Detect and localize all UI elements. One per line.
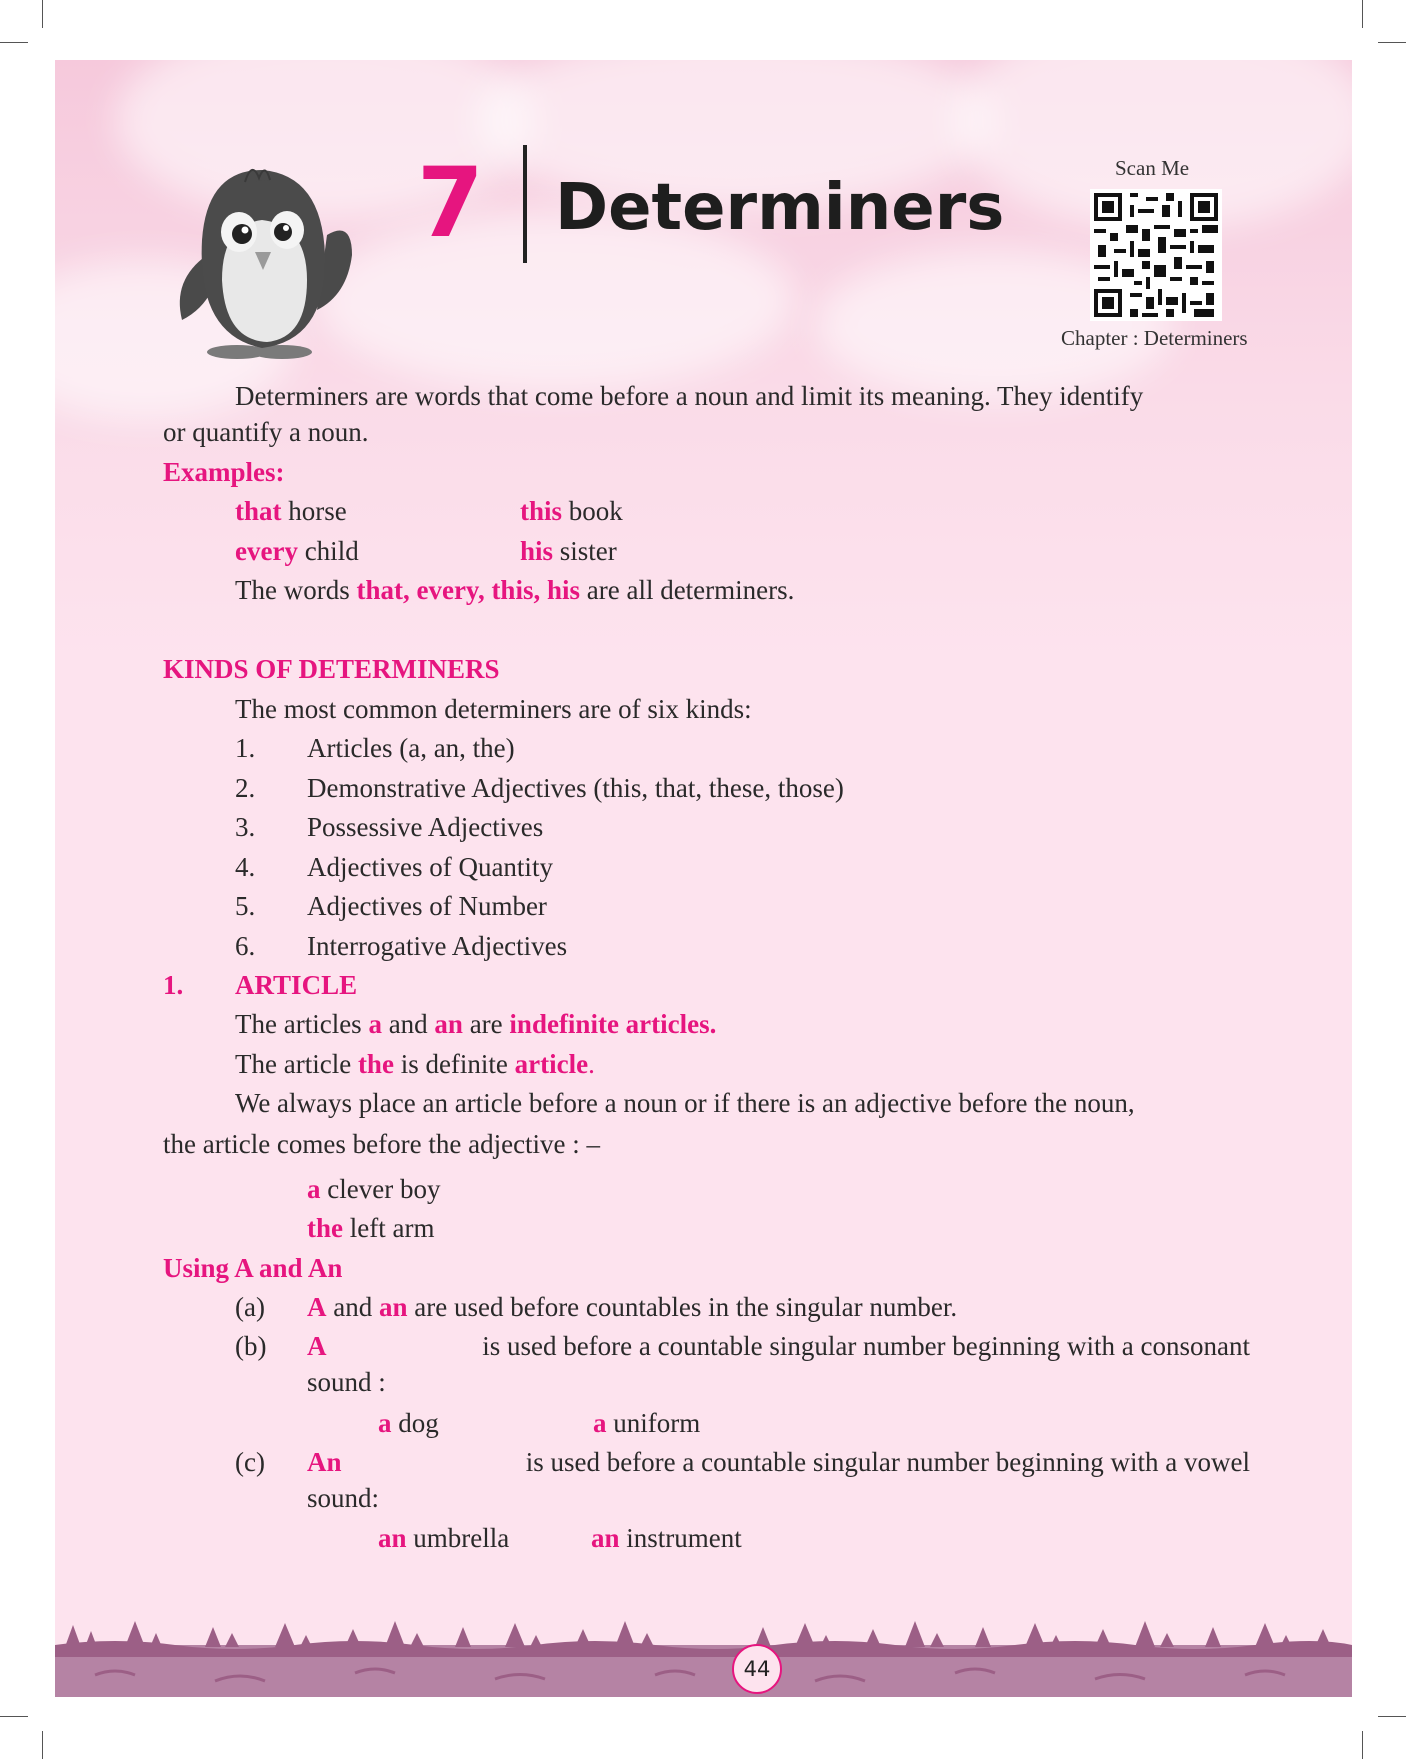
- text: left arm: [349, 1213, 435, 1243]
- page-number: 44: [732, 1644, 782, 1694]
- rule-example: [591, 1520, 742, 1556]
- example-noun: horse: [288, 496, 347, 526]
- summary-text: The words: [235, 575, 350, 605]
- text: dog: [398, 1408, 439, 1438]
- rule-example: [378, 1520, 509, 1556]
- article-word: an: [378, 1292, 408, 1322]
- article-number: 1.: [163, 970, 184, 1000]
- crop-mark: [42, 1731, 43, 1759]
- text: instrument: [626, 1523, 742, 1553]
- article-word: An: [307, 1447, 342, 1477]
- rule-a: [307, 1289, 957, 1325]
- qr-scan-label: Scan Me: [1115, 156, 1190, 180]
- text: and: [388, 1009, 428, 1039]
- example-noun: sister: [559, 536, 617, 566]
- kind-number: 6.: [235, 931, 256, 961]
- text: are used before countables in the singular number.: [414, 1292, 958, 1322]
- kind-text: Adjectives of Quantity: [307, 852, 553, 882]
- article-line-3: We always place an article before a noun or if there is an adjective before the noun,: [235, 1088, 1135, 1118]
- intro-line-2: or quantify a noun.: [163, 417, 369, 447]
- kind-text: Interrogative Adjectives: [307, 931, 568, 961]
- text: are: [469, 1009, 503, 1039]
- rule-b-continued: sound :: [307, 1367, 386, 1397]
- text: and: [333, 1292, 373, 1322]
- rule-c: [307, 1444, 1250, 1480]
- crop-mark: [0, 42, 28, 43]
- text: .: [588, 1049, 595, 1079]
- example-item: [520, 493, 623, 529]
- article-line-4: the article comes before the adjective : –: [163, 1129, 601, 1159]
- book-page: [55, 60, 1352, 1697]
- article-example: [307, 1210, 434, 1246]
- rule-label: (b): [235, 1331, 267, 1361]
- kinds-heading: KINDS OF DETERMINERS: [163, 654, 500, 684]
- crop-mark: [0, 1716, 28, 1717]
- kind-number: 5.: [235, 891, 256, 921]
- rule-label: (c): [235, 1447, 265, 1477]
- crop-mark: [1378, 1716, 1406, 1717]
- kind-text: Possessive Adjectives: [307, 812, 544, 842]
- kinds-intro: The most common determiners are of six kinds:: [235, 694, 752, 724]
- article-word: a: [378, 1408, 392, 1438]
- text: is used before a countable singular number beginning with a vowel: [525, 1447, 1250, 1477]
- rule-example: [378, 1405, 439, 1441]
- article-term: article: [514, 1049, 589, 1079]
- article-word: an: [591, 1523, 620, 1553]
- article-line-1: [235, 1006, 716, 1042]
- article-line-2: [235, 1046, 595, 1082]
- article-word: a: [368, 1009, 382, 1039]
- article-word: A: [307, 1331, 327, 1361]
- text: The article: [235, 1049, 352, 1079]
- kind-number: 3.: [235, 812, 256, 842]
- text: uniform: [613, 1408, 701, 1438]
- examples-summary: [235, 572, 794, 608]
- rule-example: [593, 1405, 700, 1441]
- article-word: a: [593, 1408, 607, 1438]
- crop-mark: [1378, 42, 1406, 43]
- qr-code-icon[interactable]: [1090, 189, 1222, 321]
- kind-number: 2.: [235, 773, 256, 803]
- intro-line-1: Determiners are words that come before a noun and limit its meaning. They identify: [235, 381, 1144, 411]
- article-word: the: [357, 1049, 394, 1079]
- text: umbrella: [413, 1523, 510, 1553]
- kind-number: 4.: [235, 852, 256, 882]
- article-example: [307, 1171, 440, 1207]
- kind-text: Demonstrative Adjectives (this, that, these, those): [307, 773, 844, 803]
- using-heading: Using A and An: [163, 1253, 343, 1283]
- article-word: the: [307, 1213, 343, 1243]
- article-word: an: [378, 1523, 407, 1553]
- qr-chapter-label: Chapter : Determiners: [1061, 326, 1248, 350]
- summary-determiners: that, every, this, his: [356, 575, 580, 605]
- example-item: [235, 493, 347, 529]
- chapter-divider: [523, 145, 527, 263]
- crop-mark: [1362, 0, 1363, 28]
- example-noun: child: [304, 536, 359, 566]
- examples-heading: Examples:: [163, 457, 285, 487]
- forest-footer-decoration: [55, 1615, 1352, 1697]
- article-word: an: [434, 1009, 463, 1039]
- chapter-title: Determiners: [555, 171, 1005, 245]
- kind-text: Articles (a, an, the): [307, 733, 515, 763]
- kind-number: 1.: [235, 733, 256, 763]
- text: clever boy: [327, 1174, 441, 1204]
- crop-mark: [42, 0, 43, 28]
- text: The articles: [235, 1009, 362, 1039]
- article-term: indefinite articles.: [509, 1009, 717, 1039]
- example-determiner: every: [235, 536, 298, 566]
- example-item: [520, 533, 617, 569]
- article-word: A: [307, 1292, 327, 1322]
- kind-text: Adjectives of Number: [307, 891, 547, 921]
- summary-text: are all determiners.: [586, 575, 795, 605]
- example-determiner: this: [520, 496, 563, 526]
- example-noun: book: [568, 496, 623, 526]
- rule-b: [307, 1328, 1250, 1364]
- text: is used before a countable singular number beginning with a consonant: [482, 1331, 1250, 1361]
- chapter-number: 7: [417, 147, 484, 259]
- article-word: a: [307, 1174, 321, 1204]
- article-heading: ARTICLE: [235, 970, 358, 1000]
- example-determiner: that: [235, 496, 282, 526]
- example-determiner: his: [520, 536, 554, 566]
- text: is definite: [400, 1049, 508, 1079]
- penguin-mascot-icon: [167, 160, 357, 360]
- crop-mark: [1362, 1731, 1363, 1759]
- rule-label: (a): [235, 1292, 265, 1322]
- example-item: [235, 533, 359, 569]
- rule-c-continued: sound:: [307, 1483, 380, 1513]
